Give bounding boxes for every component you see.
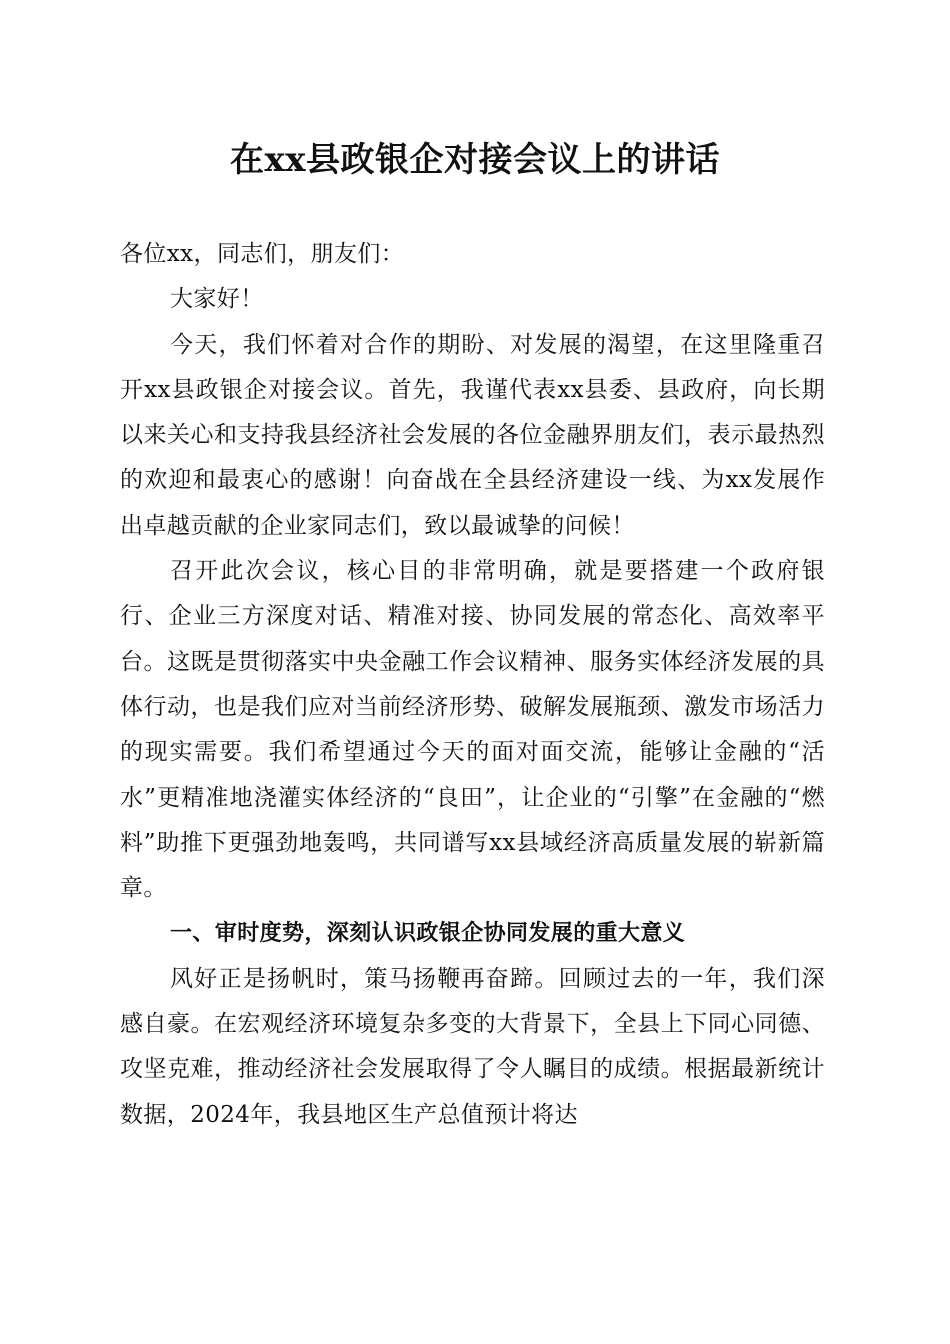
document-body (120, 232, 825, 1138)
section-heading: 一、审时度势，深刻认识政银企协同发展的重大意义 (170, 921, 686, 947)
paragraph-opening: 今天，我们怀着对合作的期盼、对发展的渴望，在这里隆重召开xx县政银企对接会议。首先，我谨代表xx县委、县政府，向长期以来关心和支持我县经济社会发展的各位金融界朋友们，表示最热烈的欢迎和最衷心的感谢！向奋战在全县经济建设一线、为xx发展作出卓越贡献的企业家同志们，致以最诚挚的问候！ (120, 331, 825, 539)
paragraph-section-one: 风好正是扬帆时，策马扬鞭再奋蹄。回顾过去的一年，我们深感自豪。在宏观经济环境复杂多变的大背景下，全县上下同心同德、攻坚克难，推动经济社会发展取得了令人瞩目的成绩。根据最新统计数据，2024年，我县地区生产总值预计将达 (120, 965, 825, 1128)
greeting: 大家好！ (170, 286, 264, 313)
paragraph-purpose: 召开此次会议，核心目的非常明确，就是要搭建一个政府银行、企业三方深度对话、精准对接、协同发展的常态化、高效率平台。这既是贯彻落实中央金融工作会议精神、服务实体经济发展的具体行动，也是我们应对当前经济形势、破解发展瓶颈、激发市场活力的现实需要。我们希望通过今天的面对面交流，能够让金融的“活水”更精准地浇灌实体经济的“良田”，让企业的“引擎”在金融的“燃料”助推下更强劲地轰鸣，共同谱写xx县域经济高质量发展的崭新篇章。 (120, 558, 825, 902)
salutation: 各位xx，同志们，朋友们： (120, 241, 405, 267)
document-title: 在xx县政银企对接会议上的讲话 (229, 140, 721, 180)
